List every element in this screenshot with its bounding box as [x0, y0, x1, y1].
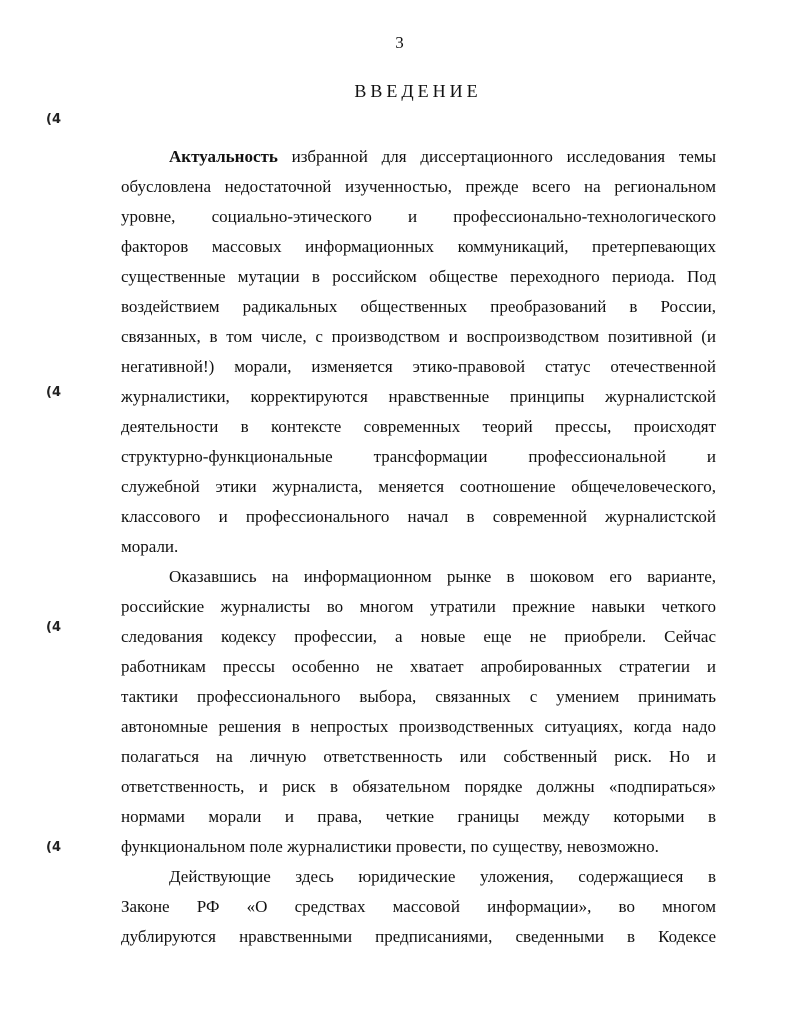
text-line: дублируются нравственными предписаниями, сведенными в Кодексе — [121, 927, 716, 946]
text-line: воздействием радикальных общественных преобразований в России, — [121, 297, 716, 316]
text-line: нормами морали и права, четкие границы между которыми в — [121, 807, 716, 826]
term-bold: Актуальность — [169, 147, 278, 166]
text-line: факторов массовых информационных коммуникаций, претерпевающих — [121, 237, 716, 256]
text-line: морали. — [121, 537, 179, 556]
text-line: российские журналисты во многом утратили прежние навыки четкого — [121, 597, 716, 616]
margin-mark: (4 — [46, 385, 61, 400]
body-text — [121, 142, 716, 952]
text-line: обусловлена недостаточной изученностью, прежде всего на региональном — [121, 177, 716, 196]
text-line: автономные решения в непростых производственных ситуациях, когда надо — [121, 717, 716, 736]
text-line: функциональном поле журналистики провести, по существу, невозможно. — [121, 837, 659, 856]
text-line: существенные мутации в российском обществе переходного периода. Под — [121, 267, 716, 286]
text-line: негативной!) морали, изменяется этико-правовой статус отечественной — [121, 357, 716, 376]
text-line: Действующие здесь юридические уложения, содержащиеся в — [169, 867, 716, 886]
text-line: уровне, социально-этического и профессионально-технологического — [121, 207, 716, 226]
text-line: полагаться на личную ответственность или собственный риск. Но и — [121, 747, 716, 766]
margin-mark: (4 — [46, 840, 61, 855]
margin-mark: (4 — [46, 620, 61, 635]
text-line: работникам прессы особенно не хватает апробированных стратегии и — [121, 657, 716, 676]
text-line: классового и профессионального начал в современной журналистской — [121, 507, 716, 526]
text-line: Законе РФ «О средствах массовой информации», во многом — [121, 897, 716, 916]
text-line: структурно-функциональные трансформации профессиональной и — [121, 447, 716, 466]
section-heading: ВВЕДЕНИЕ — [354, 81, 482, 101]
margin-mark: (4 — [46, 112, 61, 127]
text-line: ответственность, и риск в обязательном порядке должны «подпираться» — [121, 777, 716, 796]
text-line: следования кодексу профессии, а новые еще не приобрели. Сейчас — [121, 627, 716, 646]
text-line: журналистики, корректируются нравственные принципы журналистской — [121, 387, 716, 406]
text-line: служебной этики журналиста, меняется соотношение общечеловеческого, — [121, 477, 716, 496]
text-line: Оказавшись на информационном рынке в шоковом его варианте, — [169, 567, 716, 586]
text-line: Актуальность избранной для диссертационного исследования темы — [169, 147, 716, 166]
page-number: 3 — [395, 33, 404, 52]
text-line: связанных, в том числе, с производством и воспроизводством позитивной (и — [121, 327, 716, 346]
text-line: деятельности в контексте современных теорий прессы, происходят — [121, 417, 716, 436]
text-line: тактики профессионального выбора, связанных с умением принимать — [121, 687, 716, 706]
